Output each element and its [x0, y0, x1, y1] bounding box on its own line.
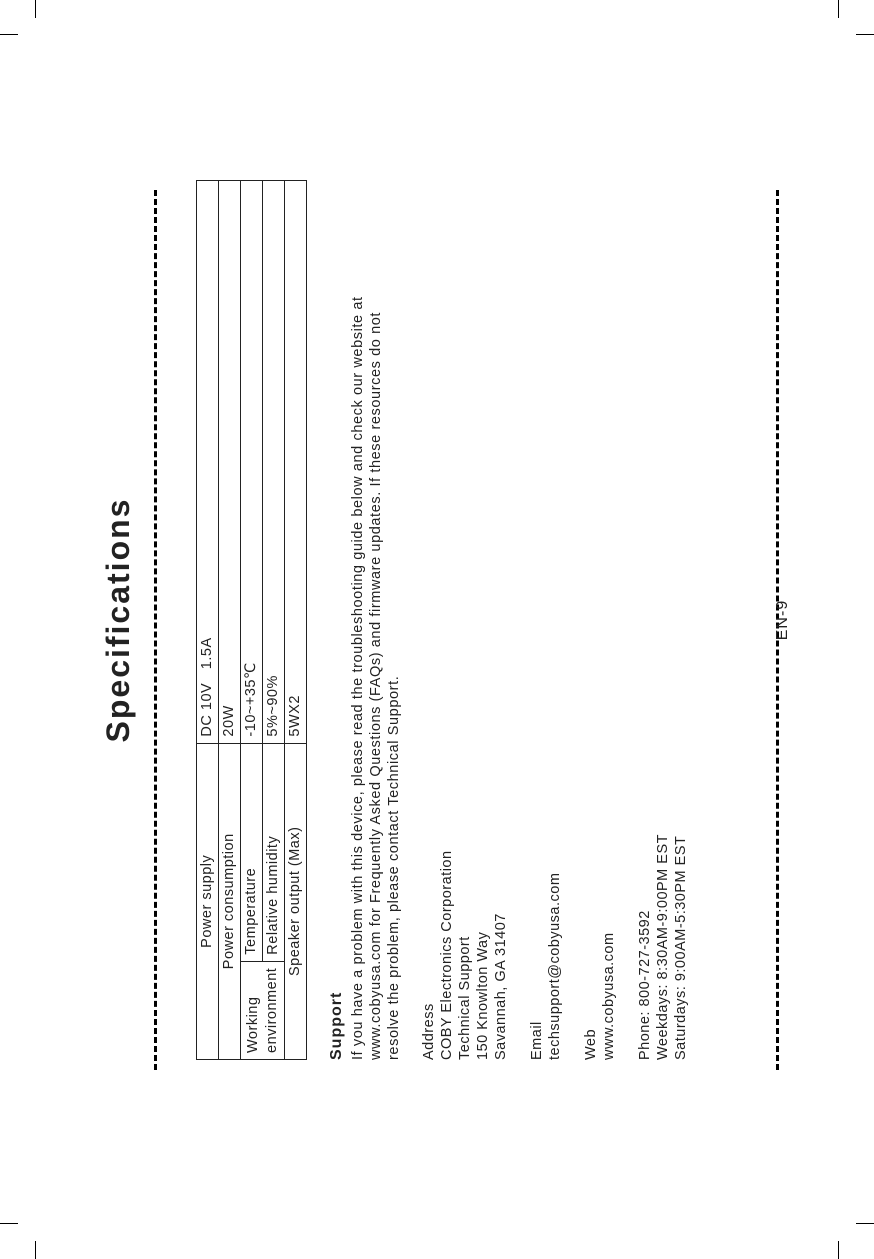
specifications-table [196, 180, 307, 1060]
crop-mark [856, 1223, 874, 1224]
crop-mark [35, 0, 36, 18]
phone-line: Saturdays: 9:00AM-5:30PM EST [673, 835, 689, 1060]
support-intro-line: If you have a problem with this device, please read the troubleshooting guide below and check our website at [350, 296, 366, 1060]
crop-mark [0, 1223, 18, 1224]
crop-mark [838, 0, 839, 18]
page-number: EN-9 [774, 599, 791, 641]
rotated-page-content [100, 180, 800, 1060]
address-line: 150 Knowlton Way [475, 931, 491, 1060]
support-intro [349, 200, 403, 1060]
working-environment-line2: environment [263, 967, 280, 1053]
power-supply-value: DC 10V 1.5A [197, 181, 219, 744]
phone-block [636, 834, 690, 1060]
humidity-label: Relative humidity [263, 743, 285, 961]
page-title: Specifications [100, 497, 136, 743]
table-row [197, 181, 219, 1060]
table-row [219, 181, 241, 1060]
temperature-label: Temperature [241, 743, 263, 961]
support-intro-line: www.cobyusa.com for Frequently Asked Questions (FAQs) and firmware updates. If these resources do not [368, 311, 384, 1060]
speaker-output-value: 5WX2 [285, 181, 307, 744]
crop-mark [35, 1241, 36, 1259]
phone-line: Phone: 800-727-3592 [637, 910, 653, 1060]
email-label: Email [529, 1021, 545, 1060]
email-link[interactable]: techsupport@cobyusa.com [547, 872, 563, 1060]
support-heading: Support [328, 991, 345, 1060]
crop-mark [838, 1241, 839, 1259]
phone-line: Weekdays: 8:30AM-9:00PM EST [655, 834, 671, 1060]
address-line: COBY Electronics Corporation [439, 850, 455, 1060]
table-row [263, 181, 285, 1060]
web-block [582, 932, 618, 1060]
email-block [528, 873, 564, 1060]
address-block [420, 850, 510, 1060]
table-row [285, 181, 307, 1060]
address-line: Savannah, GA 31407 [493, 913, 509, 1060]
temperature-value: -10~+35℃ [241, 181, 263, 744]
power-supply-label: Power supply [197, 743, 219, 1059]
address-label: Address [421, 1003, 437, 1060]
support-intro-line: resolve the problem, please contact Technical Support. [386, 675, 402, 1060]
power-consumption-label: Power consumption [219, 743, 241, 1059]
speaker-output-label: Speaker output (Max) [285, 743, 307, 1059]
working-environment-label [241, 961, 285, 1059]
working-environment-line1: Working [244, 996, 261, 1053]
crop-mark [0, 34, 18, 35]
web-link[interactable]: www.cobyusa.com [601, 932, 617, 1060]
table-row [241, 181, 263, 1060]
address-line: Technical Support [457, 936, 473, 1060]
web-label: Web [583, 1028, 599, 1060]
crop-mark [856, 34, 874, 35]
power-consumption-value: 20W [219, 181, 241, 744]
humidity-value: 5%~90% [263, 181, 285, 744]
